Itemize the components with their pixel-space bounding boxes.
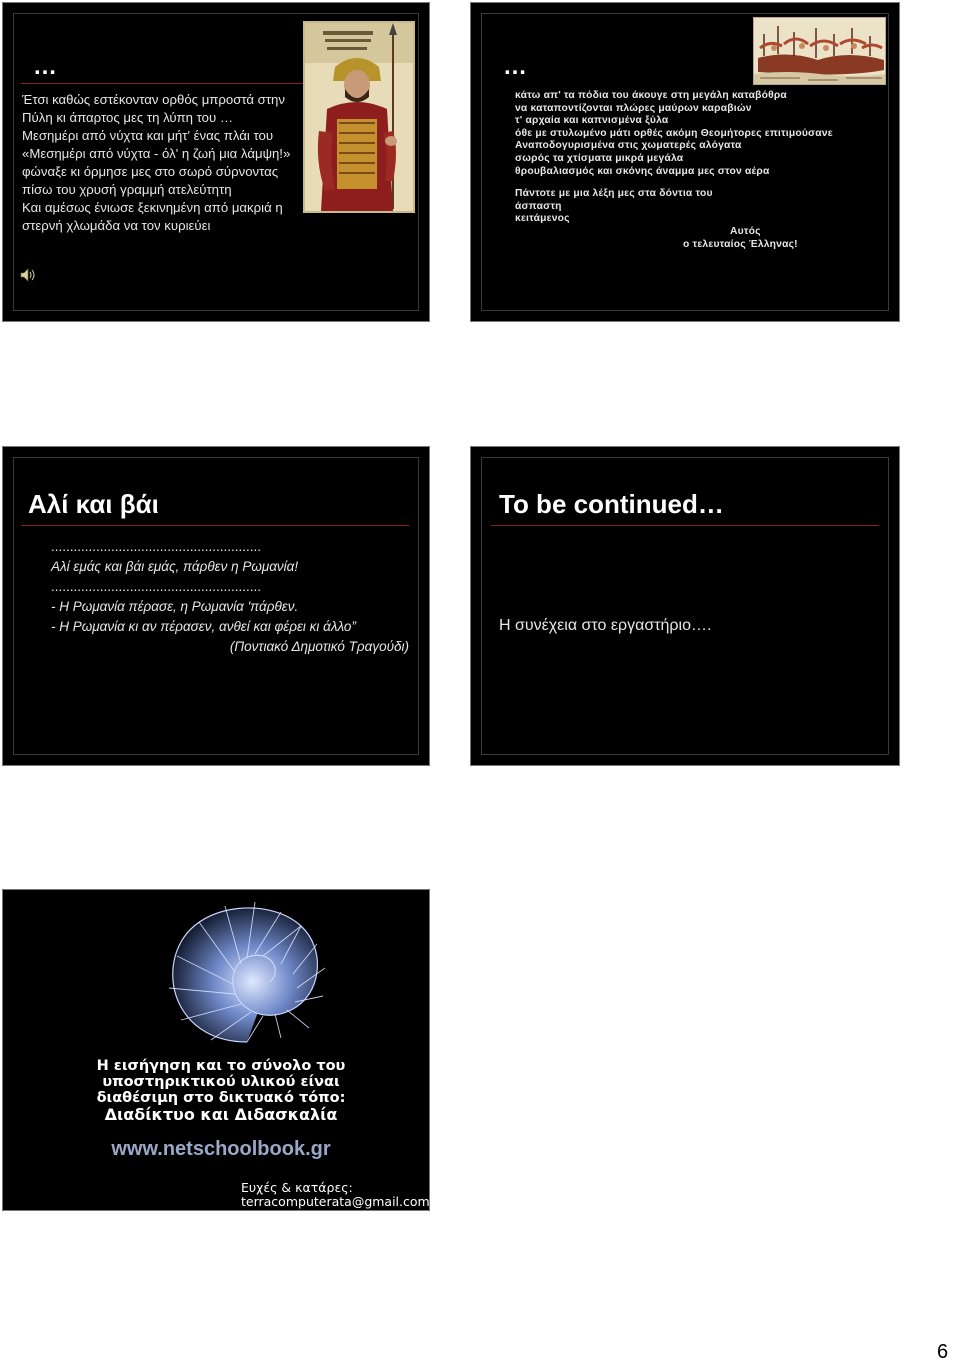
slide-4	[470, 446, 900, 766]
website-heading: Διαδίκτυο και Διδασκαλία	[104, 1105, 338, 1124]
slide-title: Αλί και βάι	[28, 489, 159, 519]
poem-line: ο τελευταίος Έλληνας!	[683, 238, 798, 250]
info-text	[21, 1058, 421, 1106]
verse-line: - Η Ρωμανία κι αν πέρασεν, ανθεί και φέρει κι άλλο”	[51, 619, 356, 634]
poem-line: Αναποδογυρισμένα στις χωματερές αλόγατα	[515, 140, 742, 152]
dots-line: ........................................................	[51, 579, 262, 594]
slide-body	[22, 91, 298, 235]
website-link[interactable]: www.netschoolbook.gr	[111, 1138, 331, 1160]
slide-5	[2, 889, 430, 1211]
poem-line: Αυτός	[730, 225, 761, 237]
info-line: διαθέσιμη στο δικτυακό τόπο:	[96, 1090, 346, 1106]
body-line: Και αμέσως ένιωσε ξεκινημένη από μακριά η στερνή χλωμάδα να τον κυριεύει	[22, 200, 283, 233]
title-rule	[21, 525, 409, 526]
page-number: 6	[937, 1341, 949, 1361]
info-line: υποστηρικτικού υλικού είναι	[102, 1074, 340, 1090]
nautilus-shell-image	[151, 892, 343, 1048]
title-rule	[491, 525, 879, 526]
verse-line: - Η Ρωμανία πέρασε, η Ρωμανία 'πάρθεν.	[51, 599, 299, 614]
poem-line: σωρός τα χτίσματα μικρά μεγάλα	[515, 152, 684, 164]
verse-line: Αλί εμάς και βάι εμάς, πάρθεν η Ρωμανία!	[51, 559, 299, 574]
body-line: Μεσημέρι από νύχτα και μήτ' ένας πλάι του «Μεσημέρι από νύχτα - όλ' η ζωή μια λάμψη!» φώναξε κι όρμησε μες στο σωρό σύρνοντας πίσω του χρυσή γραμμή ατελεύτητη	[22, 128, 291, 197]
speaker-icon[interactable]	[20, 268, 36, 282]
title-rule	[21, 83, 303, 84]
poem-line: όθε με στυλωμένο μάτι ορθές ακόμη Θεομήτορες επιτιμούσανε	[515, 127, 833, 139]
contact-email[interactable]: terracomputerata@gmail.com	[241, 1194, 430, 1209]
poem-line: να καταποντίζονται πλώρες μαύρων καραβιών	[515, 102, 752, 114]
dots-line: ........................................................	[51, 539, 262, 554]
body-line: Έτσι καθώς εστέκονταν ορθός μπροστά στην Πύλη κι άπαρτος μες τη λύπη του …	[22, 92, 285, 125]
poem-line: κειτάμενος	[515, 213, 570, 225]
slide-2	[470, 2, 900, 322]
poem-line: κάτω απ' τα πόδια του άκουγε στη μεγάλη καταβόθρα	[515, 90, 787, 101]
slide-body	[515, 90, 887, 251]
ships-manuscript-image	[753, 17, 886, 85]
slide-title: …	[503, 53, 527, 80]
slide-body: Η συνέχεια στο εργαστήριο….	[499, 617, 712, 634]
poem-line: τ' αρχαία και καπνισμένα ξύλα	[515, 115, 669, 127]
slide-3	[2, 446, 430, 766]
slide-title: To be continued…	[499, 489, 724, 519]
slide-title: …	[33, 53, 58, 80]
poem-line: θρουβαλιασμός και σκόνης άναμμα μες στον αέρα	[515, 165, 770, 177]
slide-body	[51, 537, 409, 657]
info-line: Η εισήγηση και το σύνολο του	[96, 1058, 346, 1074]
emperor-portrait-image	[303, 21, 415, 213]
slide-1	[2, 2, 430, 322]
poem-line: άσπαστη	[515, 200, 562, 212]
source-line: (Ποντιακό Δημοτικό Τραγούδι)	[229, 639, 409, 654]
contact-label: Ευχές & κατάρες:	[241, 1180, 353, 1195]
poem-line: Πάντοτε με μια λέξη μες στα δόντια του	[515, 188, 713, 200]
contact-block	[241, 1181, 430, 1209]
